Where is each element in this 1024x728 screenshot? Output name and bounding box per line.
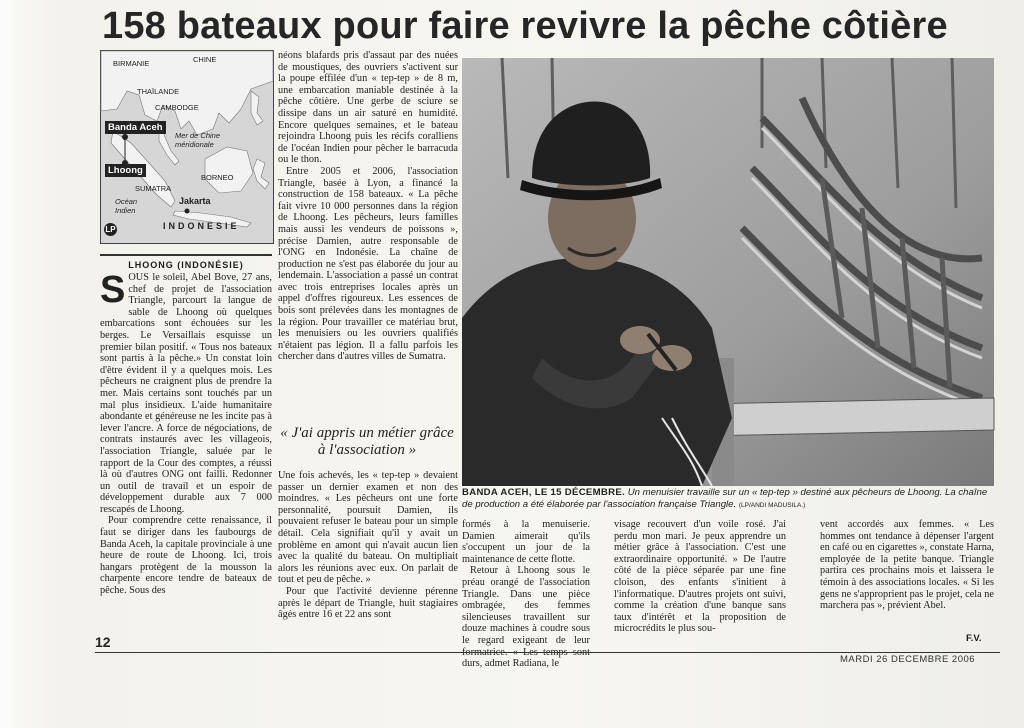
pull-quote: « J'ai appris un métier grâce à l'association » [280, 425, 454, 458]
boatbuilder-photo [462, 58, 994, 486]
dateline: LHOONG (INDONÉSIE) [100, 254, 272, 270]
footer-rule [95, 652, 1000, 653]
locator-map [100, 50, 274, 244]
map-label-chine: CHINE [193, 55, 217, 64]
map-label-cambodge: CAMBODGE [155, 103, 199, 112]
map-credit-logo: LP [105, 225, 116, 234]
article-paragraph: néons blafards pris d'assaut par des nuées de moustiques, des ouvriers s'activent sur la poupe effilée d'un « tep-tep » de 8 m, une embarcation maniable destinée à la pêche côtière. Une gerbe de sciure se dissipe dans un air saturé en humidité. Encore quelques semaines, et le bateau rejoindra Lhoong puis les récifs coralliens de l'océan Indien pour pêcher le barracuda ou le thon. [278, 50, 458, 166]
drop-cap: S [100, 269, 126, 311]
photo-caption [462, 487, 996, 512]
article-paragraph: Retour à Lhoong sous le préau orangé de l'association Triangle. Dans une pièce ombragée, des femmes silencieuses travaillent sur douze machines à coudre sous le regard exigeant de leur formatrice. « Les temps sont durs, admet Radiana, le [462, 565, 590, 670]
photo-illustration [462, 58, 994, 486]
article-paragraph: Pour comprendre cette renaissance, il faut se diriger dans les faubourgs de Banda Aceh, la capitale provinciale à une heure de route de Lhoong. Ici, trois hangars protègent de la mousson la charpente encore tendre de bateaux de pêche. Sous des [100, 515, 272, 597]
map-label-borneo: BORNEO [201, 173, 234, 182]
map-label-mer-de-chine: Mer de Chine méridionale [175, 131, 221, 149]
article-column-4 [614, 519, 786, 637]
map-label-banda-aceh: Banda Aceh [105, 121, 166, 134]
photo-credit: (LP/ANDI MADUSILA.) [738, 502, 806, 509]
caption-body: Un menuisier travaille sur un « tep-tep » destiné aux pêcheurs de Lhoong. La chaîne de production a été élaborée par l'association française Triangle. [462, 487, 988, 510]
caption-heading: BANDA ACEH, LE 15 DÉCEMBRE. [462, 487, 626, 498]
article-column-1 [100, 269, 272, 634]
article-paragraph: Une fois achevés, les « tep-tep » devaient passer un dernier examen et non des moindres. « Les pêcheurs ont une forte personnalité, poursuit Damien, ils pouvaient refuser le bateau pour un simple détail. Cela signifiait qu'il y avait un problème en amont qui n'avait aucun lien avec la qualité du bateau. On multipliait alors les réunions avec eux. On parlait de tout et peu de pêche. » [278, 470, 458, 586]
article-column-5 [820, 519, 994, 637]
article-paragraph: Pour que l'activité devienne pérenne après le départ de Triangle, huit stagiaires âgés entre 16 et 22 ans sont [278, 585, 458, 621]
author-signature: F.V. [966, 633, 982, 644]
article-column-2-bottom [278, 470, 458, 636]
page-number: 12 [95, 634, 111, 650]
article-paragraph: Entre 2005 et 2006, l'association Triangle, basée à Lyon, a financé la construction de 158 bateaux. « La pêche fait vivre 10 000 personnes dans la région de Lhoong. Les pêcheurs, leurs familles mais aussi les vendeurs de poissons », précise Damien, autre responsable de l'ONG en Indonésie. La chaîne de production ne s'est pas élaborée du jour au lendemain. L'association a passé un contrat avec trois entreprises locales après un appel d'offres rigoureux. Les essences de bois sont prélevées dans les montagnes de la région. Pour travailler ce matériau brut, les menuisiers ou les ouvriers qualifiés n'étaient pas légion. Il a fallu parfois les chercher dans d'autres villes de Sumatra. [278, 165, 458, 363]
article-column-3 [462, 519, 590, 670]
article-paragraph: OUS le soleil, Abel Bove, 27 ans, chef de projet de l'association Triangle, parcourt la langue de sable de Lhoong où quelques embarcations sont échouées sur les berges. Le Versaillais esquisse un premier bilan positif. « Tous nos bateaux sont partis à la pêche.» Un constat loin d'être évident il y a quelques mois. Les pêcheurs ne craignent plus de prendre la mer. Mais certains sont touchés par un mal plus insidieux. L'aide humanitaire abondante et généreuse ne les incite pas à lever l'ancre. A force de négociations, de contrats instaurés avec les villageois, l'association Triangle, saluée par le rapport de la Cour des comptes, a réussi là où d'autres ONG ont failli. Redonner un outil de travail et un espoir de développement durable aux 7 000 rescapés de Lhoong. [100, 272, 272, 515]
map-label-thailande: THAÏLANDE [137, 87, 180, 96]
issue-date: MARDI 26 DECEMBRE 2006 [840, 654, 976, 665]
article-paragraph: vent accordés aux femmes. « Les hommes ont tendance à dépenser l'argent en café ou en cigarettes », constate Harna, employée de la petite banque. Triangle partira ces prochains mois et laissera le témoin à des associations locales. « Si les gens ne s'approprient pas le projet, cela ne marchera pas », prévient Abel. [820, 519, 994, 612]
map-label-sumatra: SUMATRA [135, 184, 172, 193]
headline: 158 bateaux pour faire revivre la pêche côtière [102, 5, 948, 47]
article-column-2-top [278, 50, 458, 418]
map-label-birmanie: BIRMANIE [113, 59, 150, 68]
article-paragraph: formés à la menuiserie. Damien aimerait qu'ils s'occupent un jour de la maintenance de cette flotte. [462, 519, 590, 565]
map-label-jakarta: Jakarta [179, 196, 211, 206]
map-label-indonesie: INDONESIE [163, 221, 240, 231]
article-paragraph: visage recouvert d'un voile rosé. J'ai perdu mon mari. Je peux apprendre un métier grâce à l'association. C'est une extraordinaire opportunité. » De l'autre côté de la pièce séparée par une fine cloison, des enfants s'initient à l'informatique. D'autres projets ont suivi, comme la création d'une banque sans taux d'intérêt et la proposition de microcrédits le plus sou- [614, 519, 786, 635]
map-label-ocean-indien: Océan Indien [115, 197, 138, 215]
map-label-lhoong: Lhoong [105, 164, 146, 177]
